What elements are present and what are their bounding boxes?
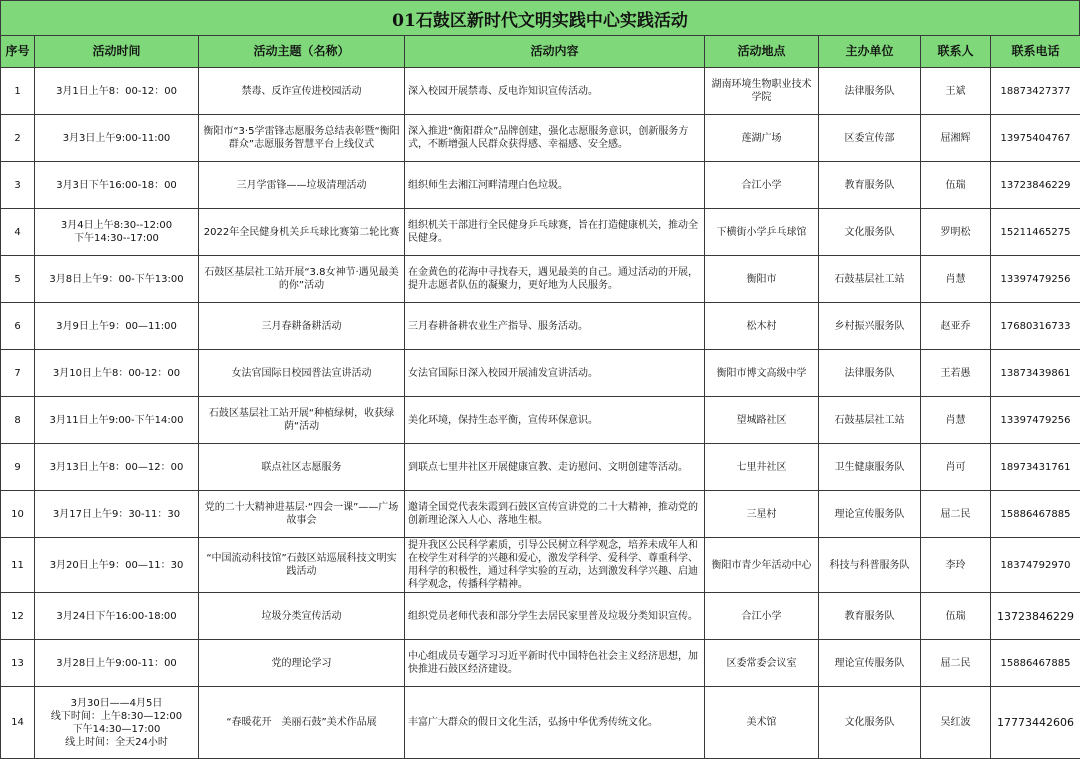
table-row xyxy=(1,640,1080,687)
content-cell: 组织党员老师代表和部分学生去居民家里普及垃圾分类知识宣传。 xyxy=(405,593,705,640)
content-cell: 提升我区公民科学素质，引导公民树立科学观念，培养未成年人和在校学生对科学的兴趣和爱心，激发学科学、爱科学、尊重科学、用科学的积极性，通过科学实验的互动，达到激发科学兴趣、启迪科学观念，传播科学精神。 xyxy=(405,538,705,593)
content-cell: 丰富广大群众的假日文化生活，弘扬中华优秀传统文化。 xyxy=(405,687,705,759)
row-number-cell: 12 xyxy=(1,593,35,640)
theme-cell: 衡阳市“3·5学雷锋志愿服务总结表彰暨“衡阳群众”志愿服务智慧平台上线仪式 xyxy=(199,115,405,162)
content-cell: 邀请全国党代表朱霞到石鼓区宣传宣讲党的二十大精神，推动党的创新理论深入人心、落地生根。 xyxy=(405,491,705,538)
table-row xyxy=(1,256,1080,303)
time-line: 3月28日上午9:00-11：00 xyxy=(38,657,195,670)
place-cell: 衡阳市 xyxy=(705,256,819,303)
time-cell xyxy=(35,538,199,593)
table-row xyxy=(1,444,1080,491)
contact-cell: 罗明松 xyxy=(921,209,991,256)
theme-cell: 禁毒、反诈宣传进校园活动 xyxy=(199,68,405,115)
theme-cell: 联点社区志愿服务 xyxy=(199,444,405,491)
content-cell: 中心组成员专题学习习近平新时代中国特色社会主义经济思想，加快推进石鼓区经济建设。 xyxy=(405,640,705,687)
header-cell: 主办单位 xyxy=(819,36,921,68)
row-number-cell: 13 xyxy=(1,640,35,687)
contact-cell: 王斌 xyxy=(921,68,991,115)
phone-cell: 17680316733 xyxy=(991,303,1080,350)
place-cell: 三星村 xyxy=(705,491,819,538)
content-cell: 三月春耕备耕农业生产指导、服务活动。 xyxy=(405,303,705,350)
table-row xyxy=(1,397,1080,444)
place-cell: 望城路社区 xyxy=(705,397,819,444)
content-cell: 在金黄色的花海中寻找春天，遇见最美的自己。通过活动的开展，提升志愿者队伍的凝聚力，更好地为人民服务。 xyxy=(405,256,705,303)
time-cell xyxy=(35,162,199,209)
time-cell xyxy=(35,491,199,538)
contact-cell: 屈二民 xyxy=(921,640,991,687)
row-number-cell: 1 xyxy=(1,68,35,115)
contact-cell: 赵亚乔 xyxy=(921,303,991,350)
phone-cell: 13723846229 xyxy=(991,162,1080,209)
row-number-cell: 8 xyxy=(1,397,35,444)
organizer-cell: 乡村振兴服务队 xyxy=(819,303,921,350)
row-number-cell: 7 xyxy=(1,350,35,397)
time-cell xyxy=(35,68,199,115)
row-number-cell: 5 xyxy=(1,256,35,303)
time-line: 3月4日上午8:30--12:00 xyxy=(38,219,195,232)
time-line: 3月3日上午9:00-11:00 xyxy=(38,132,195,145)
table-row xyxy=(1,491,1080,538)
phone-cell: 15211465275 xyxy=(991,209,1080,256)
content-cell: 组织师生去湘江河畔清理白色垃圾。 xyxy=(405,162,705,209)
contact-cell: 王若愚 xyxy=(921,350,991,397)
organizer-cell: 文化服务队 xyxy=(819,687,921,759)
time-line: 3月8日上午9：00-下午13:00 xyxy=(38,273,195,286)
time-line: 下午14:30—17:00 xyxy=(38,723,195,736)
sheet-title: 01石鼓区新时代文明实践中心实践活动 xyxy=(0,0,1080,36)
organizer-cell: 科技与科普服务队 xyxy=(819,538,921,593)
phone-cell: 17773442606 xyxy=(991,687,1080,759)
organizer-cell: 石鼓基层社工站 xyxy=(819,397,921,444)
row-number-cell: 14 xyxy=(1,687,35,759)
theme-cell: 党的二十大精神进基层·“四会一课”——广场故事会 xyxy=(199,491,405,538)
time-line: 线下时间：上午8:30—12:00 xyxy=(38,710,195,723)
time-line: 下午14:30--17:00 xyxy=(38,232,195,245)
time-line: 3月10日上午8：00-12：00 xyxy=(38,367,195,380)
contact-cell: 肖可 xyxy=(921,444,991,491)
time-line: 3月9日上午9：00—11:00 xyxy=(38,320,195,333)
place-cell: 衡阳市青少年活动中心 xyxy=(705,538,819,593)
time-line: 线上时间：全天24小时 xyxy=(38,736,195,749)
organizer-cell: 石鼓基层社工站 xyxy=(819,256,921,303)
phone-cell: 15886467885 xyxy=(991,640,1080,687)
place-cell: 合江小学 xyxy=(705,162,819,209)
phone-cell: 13397479256 xyxy=(991,256,1080,303)
place-cell: 区委常委会议室 xyxy=(705,640,819,687)
phone-cell: 18873427377 xyxy=(991,68,1080,115)
place-cell: 下横街小学乒乓球馆 xyxy=(705,209,819,256)
table-row xyxy=(1,593,1080,640)
content-cell: 到联点七里井社区开展健康宣教、走访慰问、文明创建等活动。 xyxy=(405,444,705,491)
theme-cell: 2022年全民健身机关乒乓球比赛第二轮比赛 xyxy=(199,209,405,256)
place-cell: 莲湖广场 xyxy=(705,115,819,162)
phone-cell: 13975404767 xyxy=(991,115,1080,162)
theme-cell: “中国流动科技馆”石鼓区站巡展科技文明实践活动 xyxy=(199,538,405,593)
activity-table xyxy=(0,35,1080,759)
content-cell: 美化环境，保持生态平衡，宣传环保意识。 xyxy=(405,397,705,444)
time-line: 3月13日上午8：00—12：00 xyxy=(38,461,195,474)
table-row xyxy=(1,350,1080,397)
content-cell: 组织机关干部进行全民健身乒乓球赛，旨在打造健康机关，推动全民健身。 xyxy=(405,209,705,256)
time-line: 3月11日上午9:00-下午14:00 xyxy=(38,414,195,427)
table-row xyxy=(1,115,1080,162)
place-cell: 美术馆 xyxy=(705,687,819,759)
place-cell: 衡阳市博文高级中学 xyxy=(705,350,819,397)
contact-cell: 伍瑞 xyxy=(921,593,991,640)
contact-cell: 肖慧 xyxy=(921,256,991,303)
organizer-cell: 理论宣传服务队 xyxy=(819,491,921,538)
time-cell xyxy=(35,397,199,444)
time-cell xyxy=(35,115,199,162)
phone-cell: 13397479256 xyxy=(991,397,1080,444)
header-cell: 序号 xyxy=(1,36,35,68)
contact-cell: 屈二民 xyxy=(921,491,991,538)
time-cell xyxy=(35,593,199,640)
time-cell xyxy=(35,209,199,256)
theme-cell: 党的理论学习 xyxy=(199,640,405,687)
time-cell xyxy=(35,350,199,397)
phone-cell: 13723846229 xyxy=(991,593,1080,640)
table-row xyxy=(1,538,1080,593)
row-number-cell: 6 xyxy=(1,303,35,350)
place-cell: 松木村 xyxy=(705,303,819,350)
phone-cell: 18374792970 xyxy=(991,538,1080,593)
contact-cell: 屈湘辉 xyxy=(921,115,991,162)
header-cell: 联系人 xyxy=(921,36,991,68)
time-line: 3月17日上午9：30-11：30 xyxy=(38,508,195,521)
row-number-cell: 11 xyxy=(1,538,35,593)
contact-cell: 李玲 xyxy=(921,538,991,593)
organizer-cell: 法律服务队 xyxy=(819,68,921,115)
contact-cell: 伍瑞 xyxy=(921,162,991,209)
phone-cell: 18973431761 xyxy=(991,444,1080,491)
organizer-cell: 区委宣传部 xyxy=(819,115,921,162)
time-cell xyxy=(35,687,199,759)
header-cell: 活动主题（名称） xyxy=(199,36,405,68)
organizer-cell: 理论宣传服务队 xyxy=(819,640,921,687)
place-cell: 湖南环境生物职业技术学院 xyxy=(705,68,819,115)
theme-cell: 石鼓区基层社工站开展“3.8女神节·遇见最美的你”活动 xyxy=(199,256,405,303)
time-cell xyxy=(35,303,199,350)
time-cell xyxy=(35,444,199,491)
phone-cell: 15886467885 xyxy=(991,491,1080,538)
time-line: 3月24日下午16:00-18:00 xyxy=(38,610,195,623)
organizer-cell: 文化服务队 xyxy=(819,209,921,256)
content-cell: 深入推进“衡阳群众”品牌创建，强化志愿服务意识，创新服务方式，不断增强人民群众获得感、幸福感、安全感。 xyxy=(405,115,705,162)
organizer-cell: 教育服务队 xyxy=(819,593,921,640)
contact-cell: 肖慧 xyxy=(921,397,991,444)
theme-cell: 石鼓区基层社工站开展“种植绿树，收获绿荫“活动 xyxy=(199,397,405,444)
time-cell xyxy=(35,640,199,687)
table-row xyxy=(1,687,1080,759)
table-row xyxy=(1,303,1080,350)
time-line: 3月1日上午8：00-12：00 xyxy=(38,85,195,98)
theme-cell: 三月学雷锋——垃圾清理活动 xyxy=(199,162,405,209)
table-row xyxy=(1,209,1080,256)
theme-cell: “春暖花开 美丽石鼓”美术作品展 xyxy=(199,687,405,759)
header-cell: 活动内容 xyxy=(405,36,705,68)
header-row xyxy=(1,36,1080,68)
organizer-cell: 卫生健康服务队 xyxy=(819,444,921,491)
phone-cell: 13873439861 xyxy=(991,350,1080,397)
theme-cell: 垃圾分类宣传活动 xyxy=(199,593,405,640)
row-number-cell: 9 xyxy=(1,444,35,491)
content-cell: 女法官国际日深入校园开展浦发宣讲活动。 xyxy=(405,350,705,397)
row-number-cell: 3 xyxy=(1,162,35,209)
row-number-cell: 2 xyxy=(1,115,35,162)
header-cell: 活动地点 xyxy=(705,36,819,68)
row-number-cell: 4 xyxy=(1,209,35,256)
contact-cell: 吴红波 xyxy=(921,687,991,759)
organizer-cell: 教育服务队 xyxy=(819,162,921,209)
time-line: 3月3日下午16:00-18：00 xyxy=(38,179,195,192)
header-cell: 活动时间 xyxy=(35,36,199,68)
time-cell xyxy=(35,256,199,303)
place-cell: 七里井社区 xyxy=(705,444,819,491)
theme-cell: 女法官国际日校园普法宣讲活动 xyxy=(199,350,405,397)
organizer-cell: 法律服务队 xyxy=(819,350,921,397)
theme-cell: 三月春耕备耕活动 xyxy=(199,303,405,350)
time-line: 3月20日上午9：00—11：30 xyxy=(38,559,195,572)
table-row xyxy=(1,162,1080,209)
content-cell: 深入校园开展禁毒、反电诈知识宣传活动。 xyxy=(405,68,705,115)
header-cell: 联系电话 xyxy=(991,36,1080,68)
place-cell: 合江小学 xyxy=(705,593,819,640)
row-number-cell: 10 xyxy=(1,491,35,538)
time-line: 3月30日——4月5日 xyxy=(38,697,195,710)
table-row xyxy=(1,68,1080,115)
